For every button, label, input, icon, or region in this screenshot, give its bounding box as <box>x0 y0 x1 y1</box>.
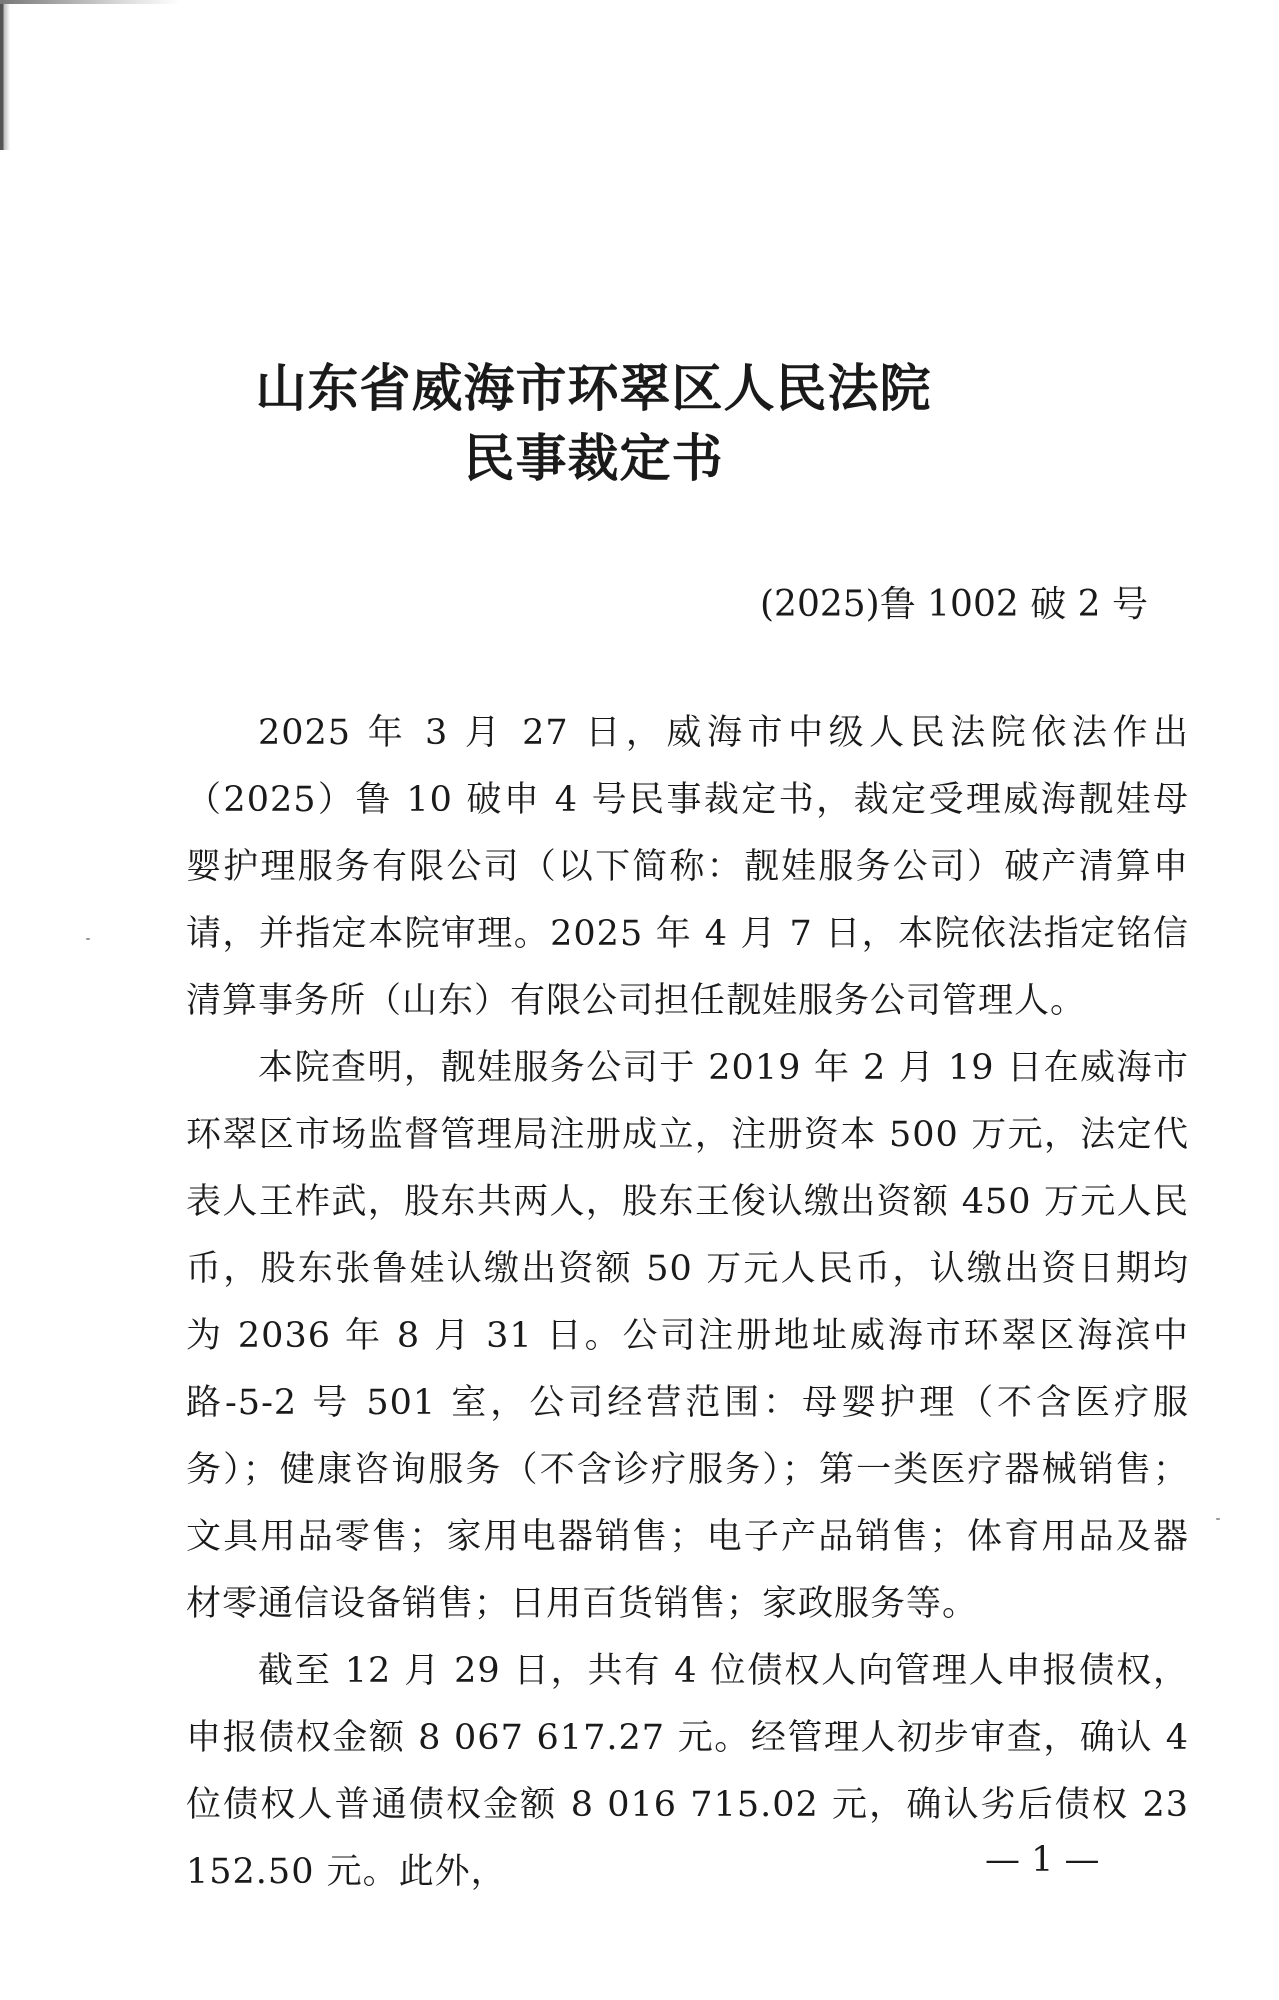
scan-shadow-edge <box>0 0 10 150</box>
paragraph-findings: 本院查明，靓娃服务公司于 2019 年 2 月 19 日在威海市环翠区市场监督管理局注册成立，注册资本 500 万元，法定代表人王柞武，股东共两人，股东王俊认缴出资额 450 万元人民币，股东张鲁娃认缴出资额 50 万元人民币，认缴出资日期均为 2036 年 8 月 31 日。公司注册地址威海市环翠区海滨中路-5-2 号 501 室，公司经营范围：母婴护理（不含医疗服务）；健康咨询服务（不含诊疗服务）；第一类医疗器械销售；文具用品零售；家用电器销售；电子产品销售；体育用品及器材零通信设备销售；日用百货销售；家政服务等。 <box>186 1048 1189 1624</box>
case-number: (2025)鲁 1002 破 2 号 <box>760 584 1149 625</box>
paragraph-claims: 截至 12 月 29 日，共有 4 位债权人向管理人申报债权，申报债权金额 8 067 617.27 元。经管理人初步审查，确认 4 位债权人普通债权金额 8 016 715.02 元，确认劣后债权 23 152.50 元。此外， <box>186 1651 1189 1892</box>
scan-speck <box>1216 1518 1220 1520</box>
document-type: 民事裁定书 <box>463 430 724 489</box>
paragraph-acceptance: 2025 年 3 月 27 日，威海市中级人民法院依法作出（2025）鲁 10 破申 4 号民事裁定书，裁定受理威海靓娃母婴护理服务有限公司（以下简称：靓娃服务公司）破产清算申请，并指定本院审理。2025 年 4 月 7 日，本院依法指定铭信清算事务所（山东）有限公司担任靓娃服务公司管理人。 <box>186 713 1189 1021</box>
page-number: — 1 — <box>985 1840 1100 1880</box>
scan-shadow-top <box>0 0 180 4</box>
document-body <box>186 700 1189 1906</box>
court-name: 山东省威海市环翠区人民法院 <box>255 360 932 419</box>
scan-speck <box>86 938 90 940</box>
